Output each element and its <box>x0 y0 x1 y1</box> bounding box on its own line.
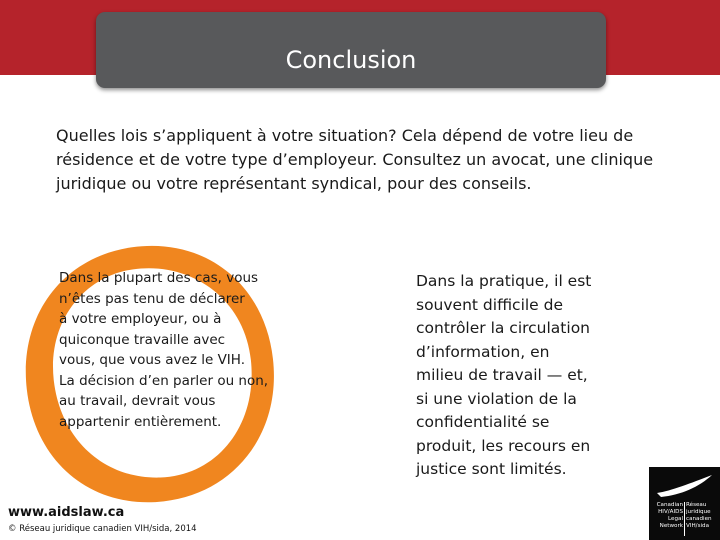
footer-copyright: © Réseau juridique canadien VIH/sida, 2014 <box>8 524 197 534</box>
intro-paragraph: Quelles lois s’appliquent à votre situation? Cela dépend de votre lieu de résidence et de votre type d’employeur. Consultez un avocat, une clinique juridique ou votre représentant syndical, pour des conseils. <box>56 126 654 193</box>
swoosh-icon <box>655 473 714 499</box>
logo-text-french: Réseau juridique canadien VIH/sida <box>686 502 712 529</box>
logo-divider <box>684 502 685 536</box>
logo-text-english: Canadian HIV/AIDS Legal Network <box>656 502 683 529</box>
title-box <box>96 12 606 88</box>
footer-url: www.aidslaw.ca <box>8 505 125 520</box>
slide-title: Conclusion <box>285 46 417 74</box>
right-text-block: Dans la pratique, il est souvent difficile de contrôler la circulation d’information, en milieu de travail — et, si une violation de la confidentialité se produit, les recours en justice sont limités. <box>416 272 592 478</box>
aidslaw-logo <box>649 467 720 540</box>
left-text-block: Dans la plupart des cas, vous n’êtes pas tenu de déclarer à votre employeur, ou à quiconque travaille avec vous, que vous avez le VIH. La décision d’en parler ou non, au travail, devrait vous appartenir entièrement. <box>59 270 269 430</box>
